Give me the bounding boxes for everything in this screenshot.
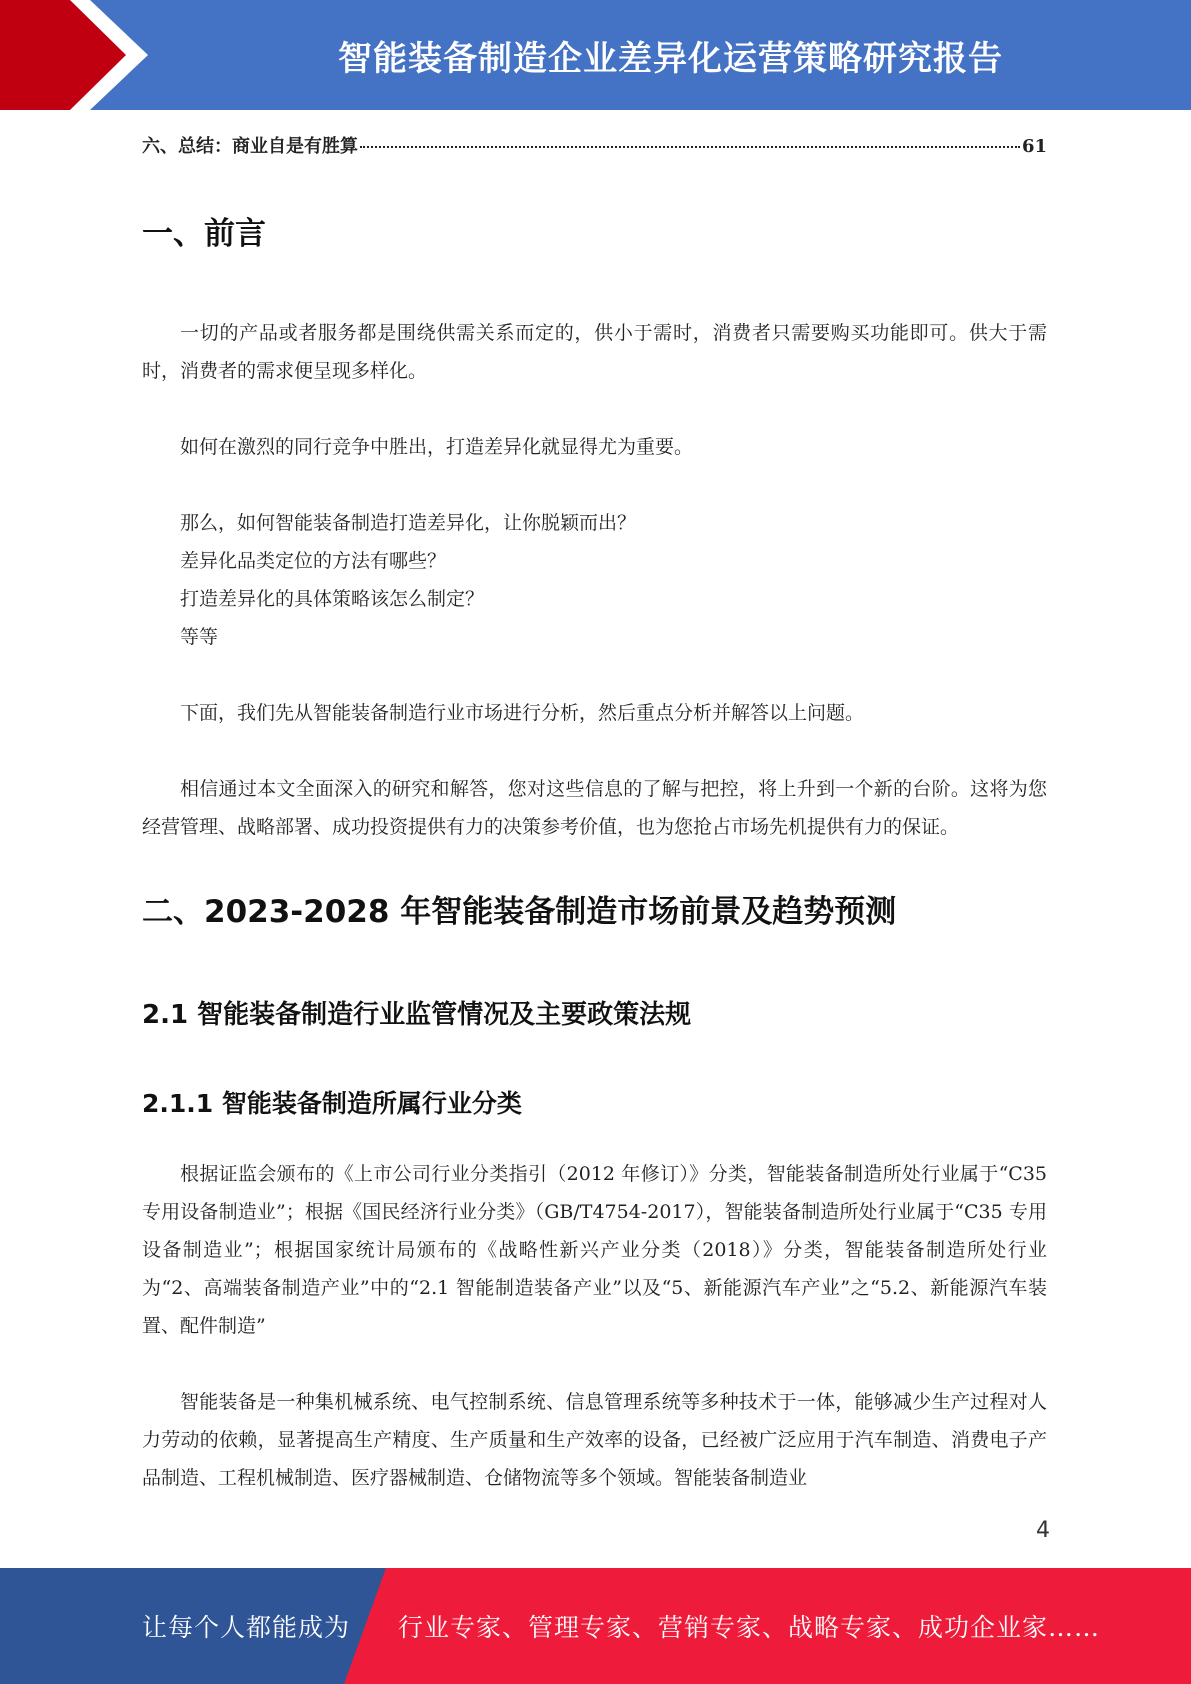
toc-entry[interactable]	[142, 132, 1047, 158]
paragraph: 一切的产品或者服务都是围绕供需关系而定的，供小于需时，消费者只需要购买功能即可。供大于需时，消费者的需求便呈现多样化。	[142, 322, 1047, 382]
page-number: 4	[1036, 1518, 1050, 1543]
section-heading-preface: 一、前言	[142, 216, 266, 252]
spacer	[142, 656, 1047, 694]
question-line: 差异化品类定位的方法有哪些？	[180, 550, 447, 572]
paragraph: 智能装备是一种集机械系统、电气控制系统、信息管理系统等多种技术于一体，能够减少生产过程对人力劳动的依赖，显著提高生产精度、生产质量和生产效率的设备，已经被广泛应用于汽车制造、消费电子产品制造、工程机械制造、医疗器械制造、仓储物流等多个领域。智能装备制造业	[142, 1391, 1047, 1489]
subsection-heading-classification: 2.1.1 智能装备制造所属行业分类	[142, 1089, 522, 1118]
paragraph: 根据证监会颁布的《上市公司行业分类指引（2012 年修订）》分类，智能装备制造所处行业属于“C35 专用设备制造业”；根据《国民经济行业分类》（GB/T4754-2017），智能装备制造所处行业属于“C35 专用设备制造业”；根据国家统计局颁布的《战略性新兴产业分类（2018）》分类，智能装备制造所处行业为“2、高端装备制造产业”中的“2.1 智能制造装备产业”以及“5、新能源汽车产业”之“5.2、新能源汽车装置、配件制造”	[142, 1163, 1047, 1337]
toc-entry-page: 61	[1021, 136, 1047, 157]
paragraph: 如何在激烈的同行竞争中胜出，打造差异化就显得尤为重要。	[180, 436, 694, 458]
spacer	[142, 732, 1047, 770]
footer-slogan-left: 让每个人都能成为	[142, 1613, 351, 1642]
question-line: 打造差异化的具体策略该怎么制定？	[180, 588, 485, 610]
footer-banner	[0, 1568, 1191, 1684]
spacer	[142, 254, 1047, 314]
toc-leader-dots	[360, 146, 1020, 148]
spacer	[142, 390, 1047, 428]
spacer	[142, 1121, 1047, 1155]
question-line: 等等	[180, 626, 219, 648]
report-title: 智能装备制造企业差异化运营策略研究报告	[338, 38, 1003, 79]
spacer	[142, 1345, 1047, 1383]
section-heading-market-forecast: 二、2023-2028 年智能装备制造市场前景及趋势预测	[142, 894, 897, 930]
question-line: 那么，如何智能装备制造打造差异化，让你脱颖而出？	[180, 512, 637, 534]
header-banner	[0, 0, 1191, 110]
document-body	[142, 130, 1047, 1497]
paragraph: 下面，我们先从智能装备制造行业市场进行分析，然后重点分析并解答以上问题。	[180, 702, 865, 724]
subsection-heading-regulation: 2.1 智能装备制造行业监管情况及主要政策法规	[142, 1000, 692, 1030]
paragraph: 相信通过本文全面深入的研究和解答，您对这些信息的了解与把控，将上升到一个新的台阶。这将为您经营管理、战略部署、成功投资提供有力的决策参考价值，也为您抢占市场先机提供有力的保证。	[142, 778, 1047, 838]
footer-slogan-right: 行业专家、管理专家、营销专家、战略专家、成功企业家……	[398, 1613, 1101, 1642]
toc-entry-label: 六、总结：商业自是有胜算	[142, 136, 358, 157]
spacer	[142, 466, 1047, 504]
